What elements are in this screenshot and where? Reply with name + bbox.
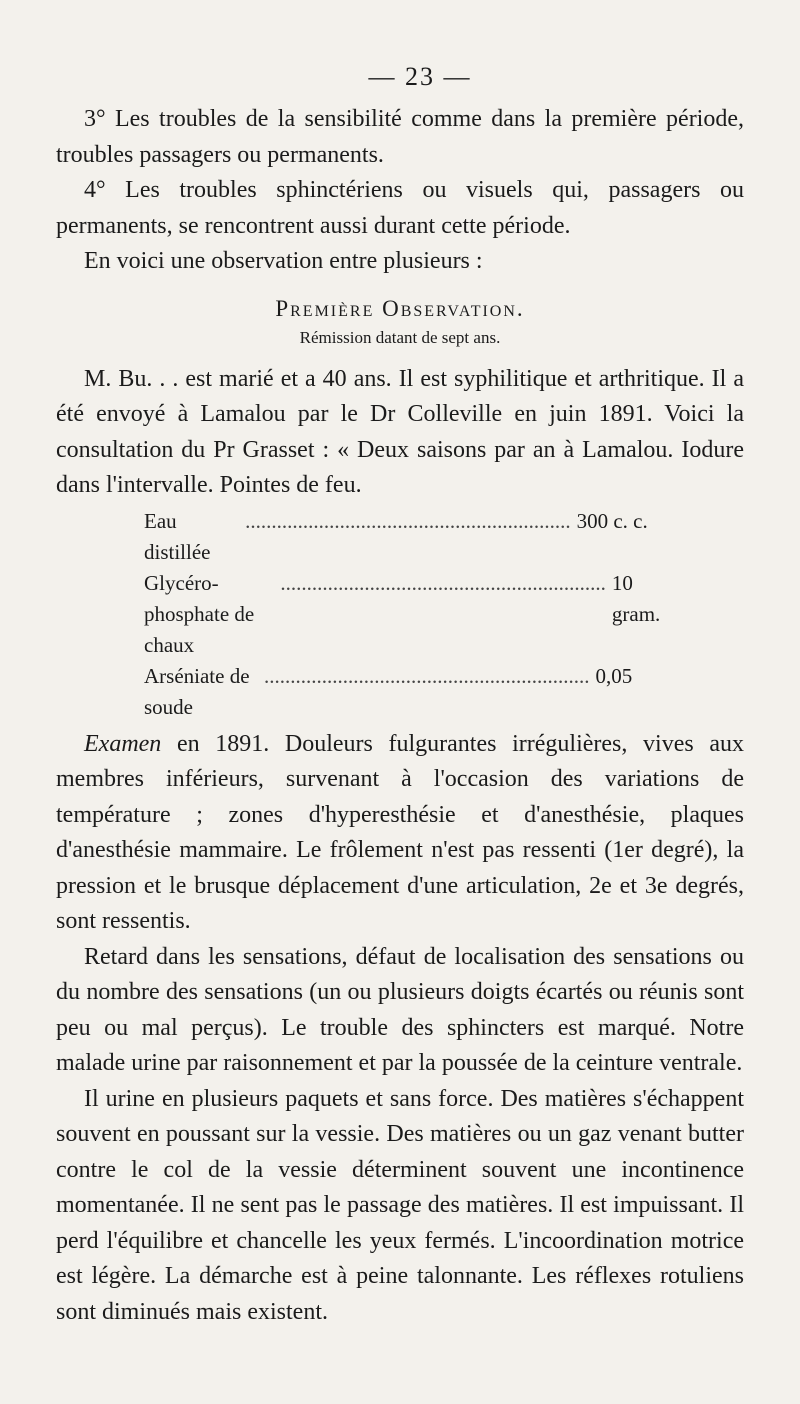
examen-text: en 1891. Douleurs fulgurantes irrégulières, vives aux membres inférieurs, survenant à l'occasion des variations de température ; zones d'hyperesthésie et d'anesthésie, plaques d'anesthésie mammaire. Le frôlement n'est pas ressenti (1er degré), la pression et le brusque déplacement d'une articulation, 2e et 3e degrés, sont ressentis. [56, 730, 744, 934]
formula-quantity: 10 gram. [611, 570, 661, 626]
observation-title: Première Observation. [275, 295, 525, 321]
leader-dots: .............................................................. [280, 570, 606, 595]
formula-row [144, 568, 664, 661]
prescription-formula [144, 506, 664, 723]
paragraph-urine: Il urine en plusieurs paquets et sans force. Des matières s'échappent souvent en poussant sur la vessie. Des matières ou un gaz venant butter contre le col de la vessie déterminent souvent une incontinence momentanée. Il ne sent pas le passage des matières. Il est impuissant. Il perd l'équilibre et chancelle les yeux fermés. L'incoordination motrice est légère. La démarche est à peine talonnante. Les réflexes rotuliens sont diminués mais existent. [56, 1085, 744, 1325]
formula-row [144, 506, 664, 568]
paragraph-patient-history: M. Bu. . . est marié et a 40 ans. Il est syphilitique et arthritique. Il a été envoyé à Lamalou par le Dr Colleville en juin 1891. Voici la consultation du Pr Grasset : « Deux saisons par an à Lamalou. Iodure dans l'intervalle. Pointes de feu. [56, 365, 744, 498]
formula-ingredient: Arséniate de soude [144, 663, 250, 719]
paragraph-examen [56, 727, 744, 940]
paragraph-retard-sensations: Retard dans les sensations, défaut de localisation des sensations ou du nombre des sensations (un ou plusieurs doigts écartés ou réunis sont peu ou mal perçus). Le trouble des sphincters est marqué. Notre malade urine par raisonnement et par la poussée de la ceinture ventrale. [56, 943, 744, 1076]
paragraph-troubles-sensibilite: 3° Les troubles de la sensibilité comme dans la première période, troubles passagers ou permanents. [56, 106, 744, 168]
examen-label: Examen [84, 730, 162, 757]
page-number: — 23 — [368, 62, 472, 91]
observation-subtitle: Rémission datant de sept ans. [299, 327, 501, 347]
formula-ingredient: Glycéro-phosphate de chaux [144, 570, 255, 657]
formula-quantity: 300 c. c. [576, 508, 648, 533]
formula-row [144, 661, 664, 723]
leader-dots: .............................................................. [264, 663, 590, 688]
formula-ingredient: Eau distillée [144, 508, 211, 564]
paragraph-troubles-sphincteriens: 4° Les troubles sphinctériens ou visuels qui, passagers ou permanents, se rencontrent aussi durant cette période. [56, 177, 744, 239]
leader-dots: .............................................................. [245, 508, 571, 533]
formula-quantity: 0,05 [595, 663, 633, 688]
paragraph-observation-intro: En voici une observation entre plusieurs : [84, 248, 483, 274]
